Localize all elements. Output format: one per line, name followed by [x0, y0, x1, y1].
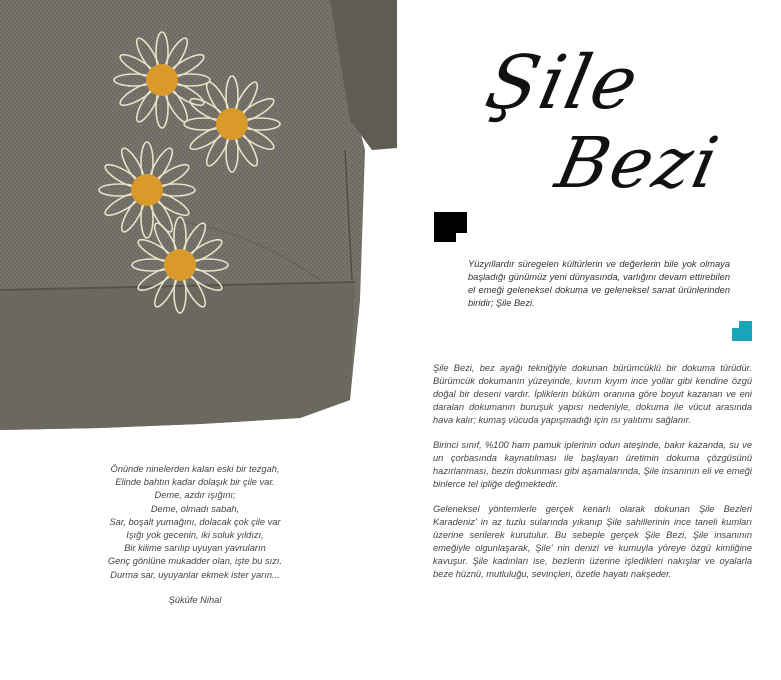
poem-line: Bir kilime sarılıp uyuyan yavruların [124, 543, 266, 554]
title-line-1: Şile [478, 40, 647, 126]
page-title [478, 40, 727, 220]
body-text [433, 362, 752, 593]
body-paragraph: Şile Bezi, bez ayağı tekniğiyle dokunan bürümcüklü bir dokuma türüdür. Bürümcük dokumanın yüzeyinde, kıvrım kıyım ince yollar gibi kendine özgü doğal bir deseni vardır. İpliklerin büküm oranına göre boyut kazanan ve eni daralan dokumanın buruşuk yapısı nedeniyle, dokuma ile vücut arasında hava kalır; kumaş vücuda yapışmadığı için ısı yalıtımı sağlanır. [433, 363, 752, 425]
title-line-2: Bezi [549, 122, 727, 204]
body-paragraph: Geleneksel yöntemlerle gerçek kenarlı olarak dokunan Şile Bezleri Karadeniz' in az tuzlu sularında yıkanıp Şile sahillerinin ince taneli kumları üzerine serilerek kurutulur. Bu sebeple gerçek Şile Bezi, Şile insanının emeğiyle olgunlaşarak, Şile' nin denizi ve kumuyla yöreye özgü kimliğine kavuşur. Şile kadınları ise, bezlerin üzerine işledikleri nakışlar ve oyalarla beze hüznü, mutluluğu, sevinçleri, özetle hayatı nakşeder. [433, 504, 752, 579]
poem-author: Şüküfe Nihal [168, 594, 222, 605]
poem-line: Sar, boşalt yumağını, dolacak çok çile var [109, 516, 281, 527]
black-square-ornament [434, 212, 467, 242]
poem [60, 463, 330, 607]
poem-line: Önünde ninelerden kalan eski bir tezgah, [110, 464, 280, 474]
poem-line: Elinde bahtın kadar dolaşık bir çile var. [115, 477, 275, 488]
poem-line: Genç gönlüne mukadder olan, işte bu sızı. [107, 556, 283, 567]
poem-line: Deme, azdır ışığını; [154, 490, 236, 501]
intro-paragraph: Yüzyıllardır süregelen kültürlerin ve değerlerin bile yok olmaya başladığı günümüz yeni dünyasında, varlığını devam ettirebilen el emeği geleneksel dokuma ve geleneksel sanat ürünlerinden biridir; Şile Bezi. [468, 259, 730, 308]
garment-photo [0, 0, 397, 432]
poem-line: Deme, olmadı sabah, [150, 503, 240, 514]
body-paragraph: Birinci sınıf, %100 ham pamuk iplerinin odun ateşinde, bakır kazanda, su ve un çorbasında kaynatılması ile başlayan üretimin dokuma çözgüsünü hazırlanması, bezin dokunması gibi aşamalarında, Şile insanının eli ve emeği binlerce tel ipliğe değmektedir. [433, 440, 752, 489]
poem-line: Durma sar, uyuyanlar ekmek ister yarın... [110, 569, 280, 580]
teal-square-ornament [732, 321, 752, 341]
poem-line: Işığı yok gecenin, iki soluk yıldızı, [126, 530, 264, 541]
